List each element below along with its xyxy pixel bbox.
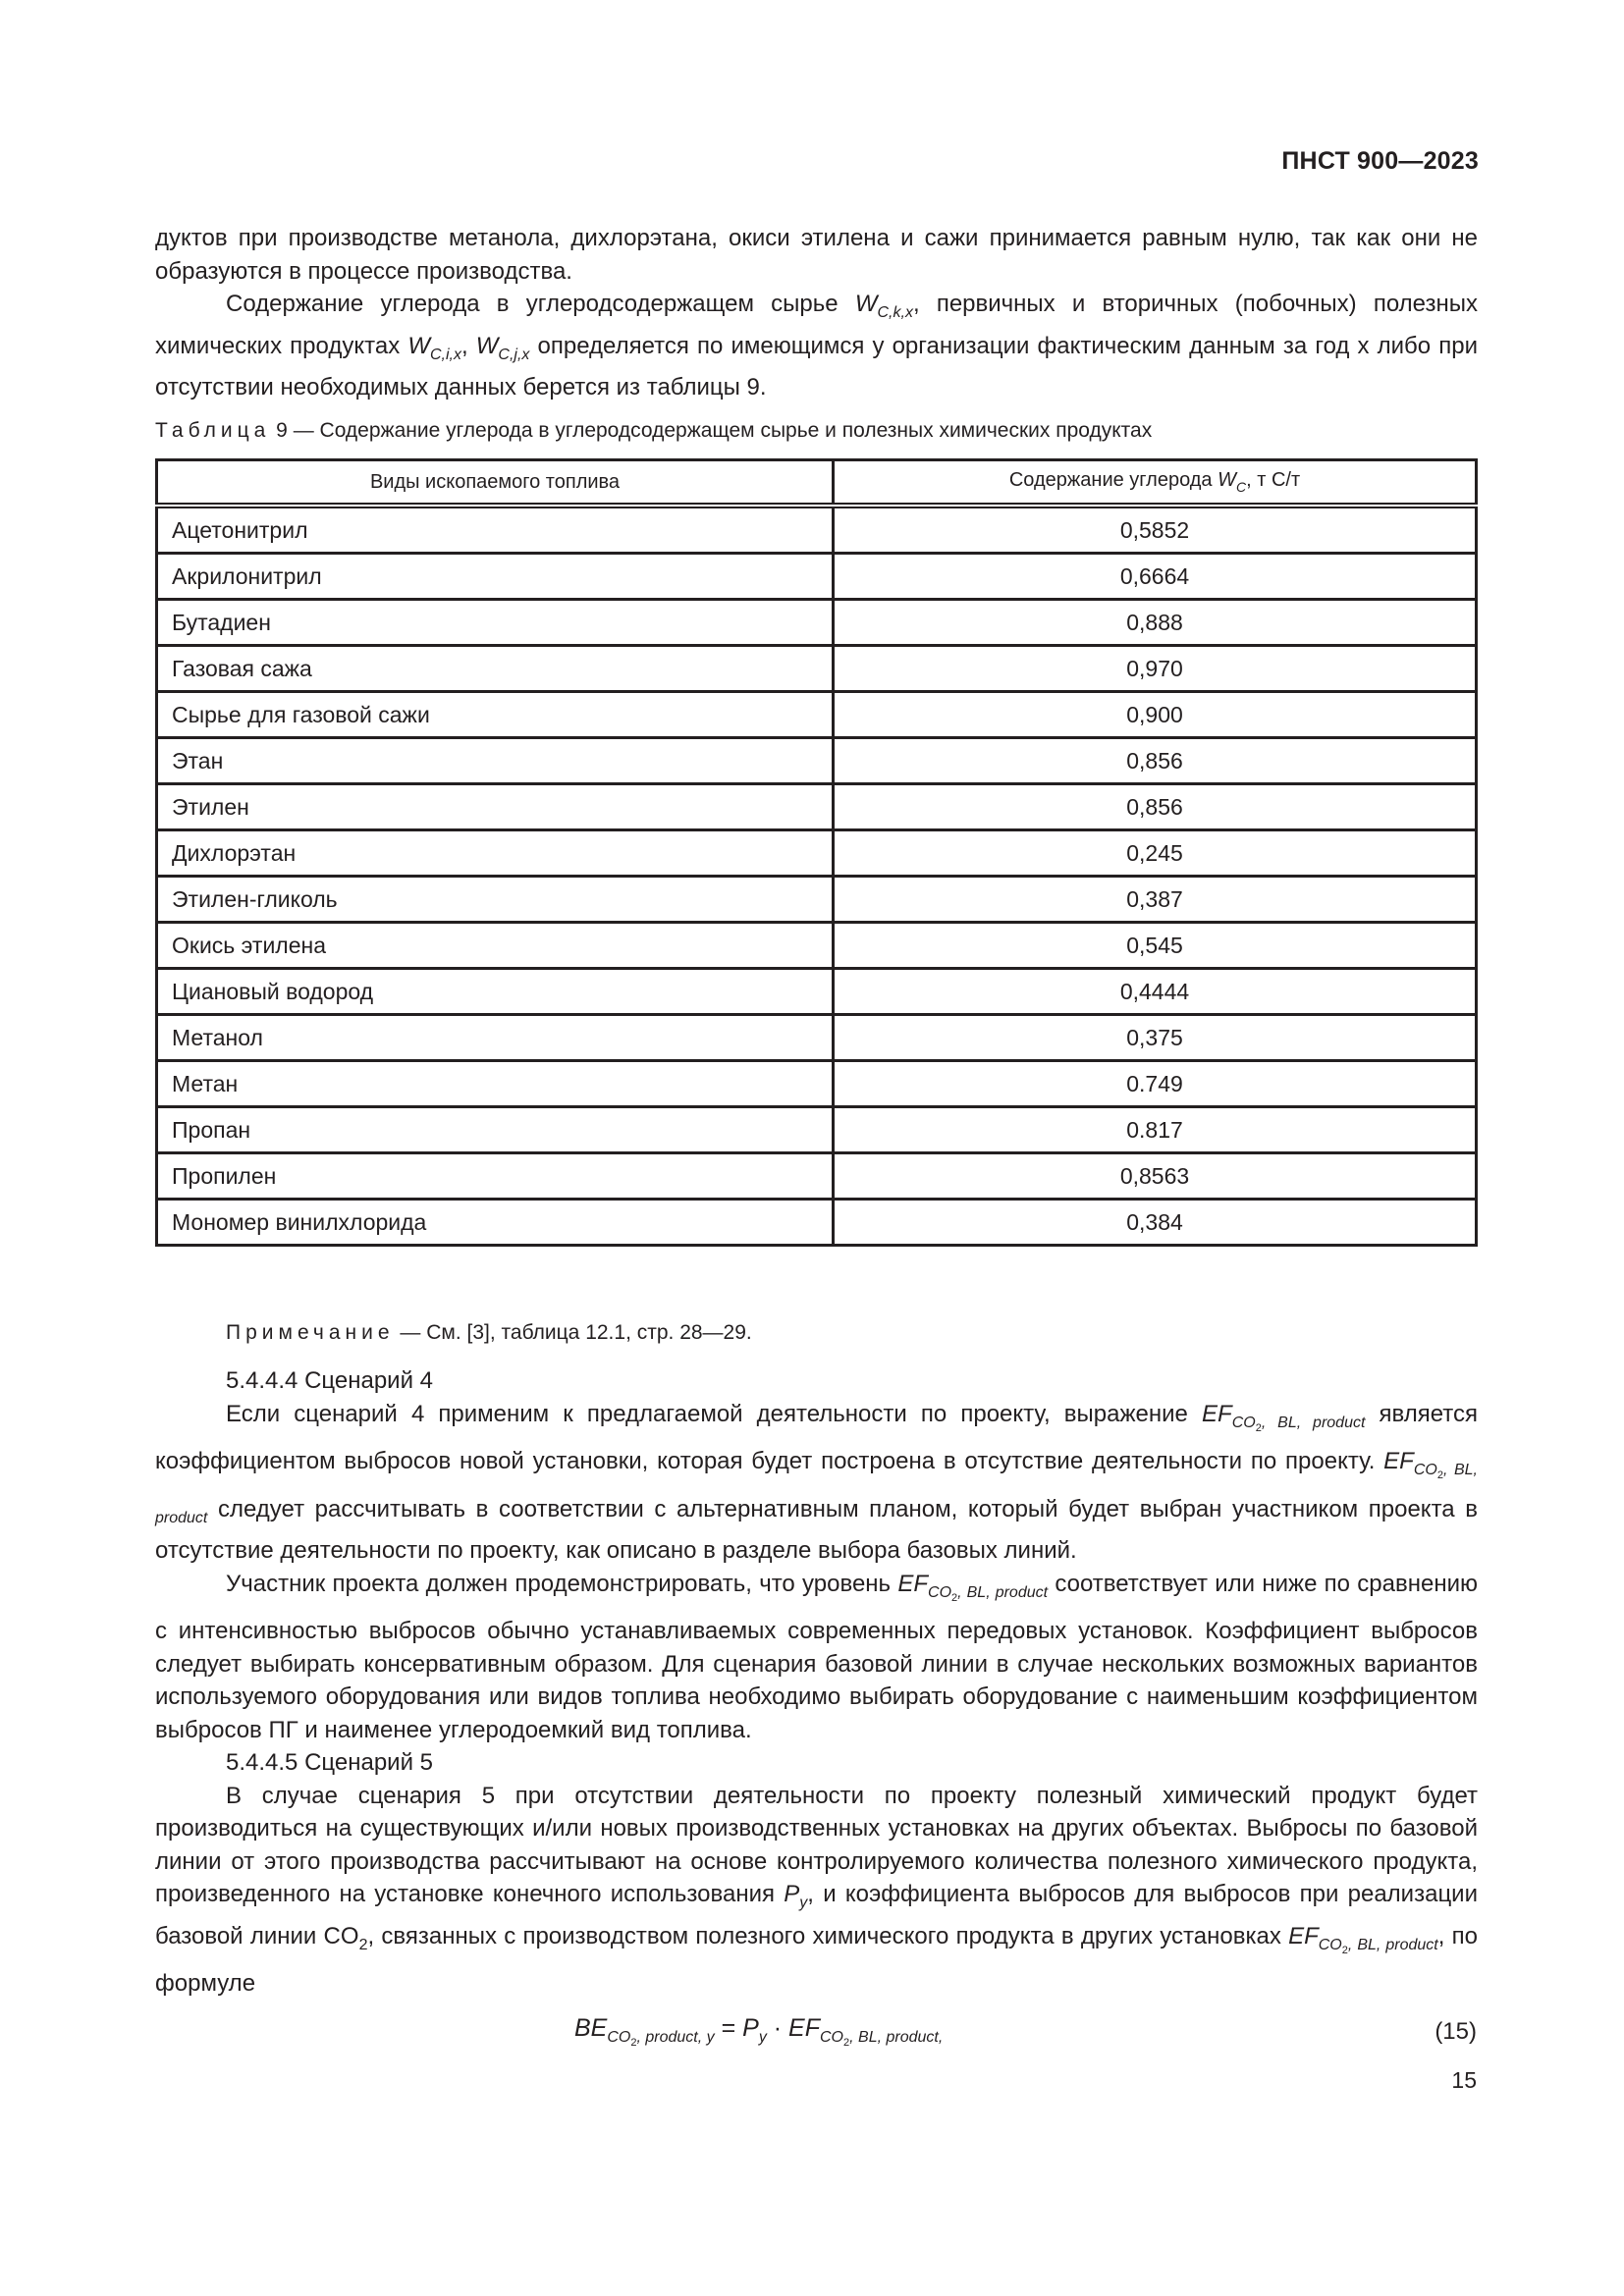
intro-paragraph-2: Содержание углерода в углеродсодержащем сырье $W_{C,k,x}$, первичных и вторичных (побочных) полезных химических продуктах $W_{C,i,x}$, $W_{C,j,x}$ определяется по имеющимся у организации фактическим данным за год х либо при отсутствии необходимых данных берется из таблицы 9. [155,291,1479,400]
carbon-content-table [155,458,1478,1247]
body-text [155,1364,1478,2001]
row-value: 0,8563 [834,1153,1477,1200]
table-row [157,554,1477,600]
row-value: 0,375 [834,1015,1477,1061]
table-row [157,1107,1477,1153]
row-value: 0,970 [834,646,1477,692]
table-row [157,1153,1477,1200]
table-header-row [157,460,1477,507]
table-row [157,1015,1477,1061]
intro-text [155,222,1478,404]
row-name: Пропилен [157,1153,834,1200]
intro-paragraph-1: дуктов при производстве метанола, дихлорэтана, окиси этилена и сажи принимается равным нулю, так как они не образуются в процессе производства. [155,225,1478,285]
row-name: Циановый водород [157,969,834,1015]
row-value: 0,245 [834,830,1477,877]
section-heading-scenario-5: 5.4.4.5 Сценарий 5 [226,1749,433,1776]
table-row [157,1200,1477,1246]
formula-15: $BE_{CO_2, product, y} = P_y \cdot EF_{CO_2, BL, product,}$ [574,2014,944,2049]
row-value: 0.749 [834,1061,1477,1107]
scenario-4-paragraph-2: Участник проекта должен продемонстрировать, что уровень $EF_{CO_2, BL, product}$ соответствует или ниже по сравнению с интенсивностью выбросов обычно устанавливаемых современных передовых установок. Коэффициент выбросов следует выбирать консервативным образом. Для сценария базовой линии в случае нескольких возможных вариантов используемого оборудования или видов топлива необходимо выбирать оборудование с наименьшим коэффициентом выбросов ПГ и наименее углеродоемкий вид топлива. [155,1570,1479,1743]
row-value: 0,888 [834,600,1477,646]
section-heading-scenario-4: 5.4.4.4 Сценарий 4 [226,1367,433,1394]
row-value: 0,856 [834,784,1477,830]
table-note: Примечание — См. [3], таблица 12.1, стр. 28—29. [226,1321,752,1344]
document-id-header: ПНСТ 900—2023 [1281,147,1479,175]
row-name: Сырье для газовой сажи [157,692,834,738]
row-value: 0,384 [834,1200,1477,1246]
table-row [157,600,1477,646]
row-name: Этилен [157,784,834,830]
table-row [157,738,1477,784]
table-row [157,923,1477,969]
table-row [157,506,1477,554]
table-row [157,784,1477,830]
table-row [157,646,1477,692]
scenario-4-paragraph-1: Если сценарий 4 применим к предлагаемой деятельности по проекту, выражение $EF_{CO_2, BL, product}$ является коэффициентом выбросов новой установки, которая будет построена в отсутствие деятельности по проекту. $EF_{CO_2, BL, product}$ следует рассчитывать в соответствии с альтернативным планом, который будет выбран участником проекта в отсутствие деятельности по проекту, как описано в разделе выбора базовых линий. [155,1400,1479,1564]
table-row [157,830,1477,877]
formula-number: (15) [1435,2018,1477,2045]
table-caption: Таблица 9 — Содержание углерода в углеродсодержащем сырье и полезных химических продуктах [155,419,1153,442]
row-name: Мономер винилхлорида [157,1200,834,1246]
row-value: 0,856 [834,738,1477,784]
page-number: 15 [1451,2067,1477,2093]
row-name: Метан [157,1061,834,1107]
row-value: 0,900 [834,692,1477,738]
row-name: Бутадиен [157,600,834,646]
row-name: Этан [157,738,834,784]
row-name: Пропан [157,1107,834,1153]
row-value: 0,387 [834,877,1477,923]
row-value: 0.817 [834,1107,1477,1153]
row-name: Акрилонитрил [157,554,834,600]
column-header-carbon-content: Содержание углерода $W_C$, т С/т [834,460,1477,507]
row-value: 0,5852 [834,506,1477,554]
row-name: Газовая сажа [157,646,834,692]
row-value: 0,4444 [834,969,1477,1015]
row-name: Дихлорэтан [157,830,834,877]
row-value: 0,6664 [834,554,1477,600]
table-row [157,969,1477,1015]
row-name: Этилен-гликоль [157,877,834,923]
row-name: Ацетонитрил [157,506,834,554]
table-row [157,877,1477,923]
table-row [157,692,1477,738]
scenario-5-paragraph-1: В случае сценария 5 при отсутствии деятельности по проекту полезный химический продукт будет производиться на существующих и/или новых производственных установках на других объектах. Выбросы по базовой линии от этого производства рассчитывают на основе контролируемого количества полезного химического продукта, произведенного на установке конечного использования $P_y$, и коэффициента выбросов для выбросов при реализации базовой линии $CO_2$, связанных с производством полезного химического продукта в других установках $EF_{CO_2, BL, product}$, по формуле [155,1782,1479,1997]
row-name: Окись этилена [157,923,834,969]
table-row [157,1061,1477,1107]
row-value: 0,545 [834,923,1477,969]
row-name: Метанол [157,1015,834,1061]
column-header-fuel-type: Виды ископаемого топлива [157,460,834,507]
